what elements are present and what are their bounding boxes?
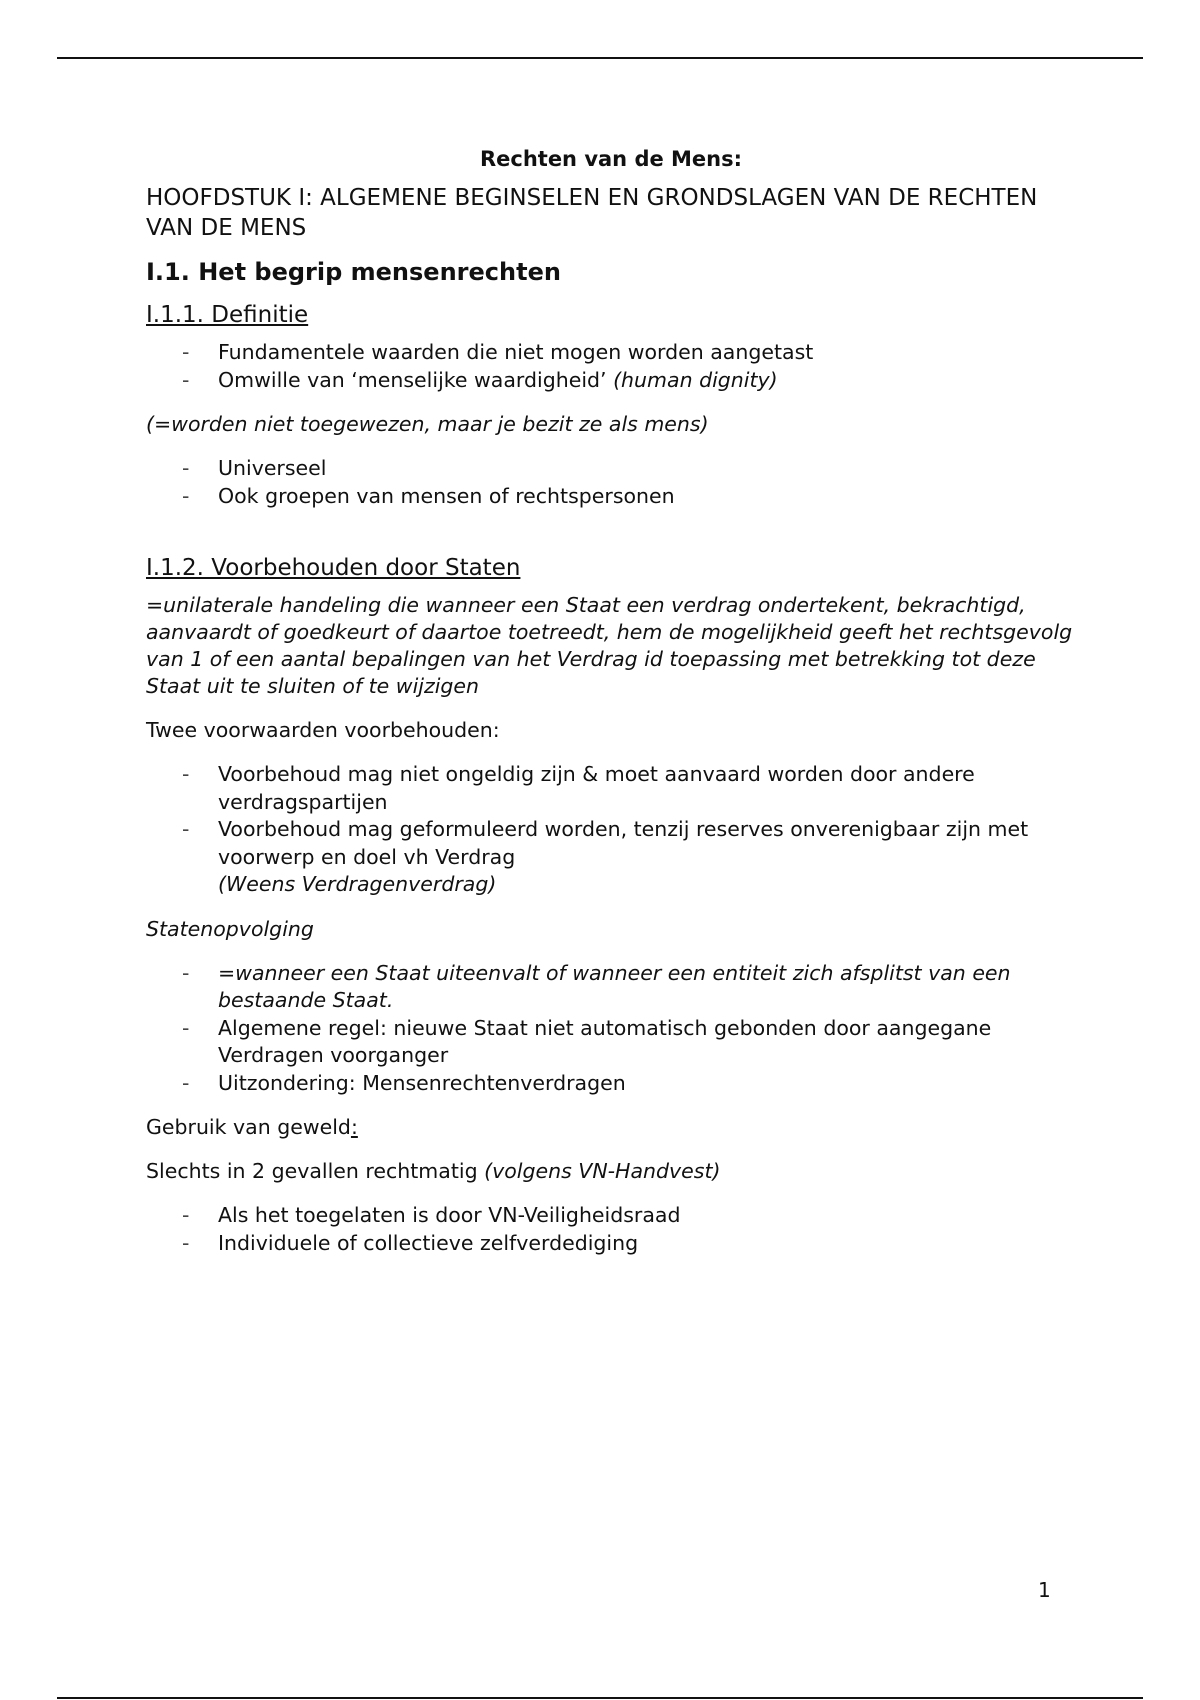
list-item: - Voorbehoud mag geformuleerd worden, tenzij reserves onverenigbaar zijn met voorwerp en doel vh Verdrag (Weens Verdragenverdrag) — [182, 817, 1029, 896]
list-item: - Fundamentele waarden die niet mogen worden aangetast — [218, 339, 1076, 367]
list-item: - Individuele of collectieve zelfverdediging — [218, 1230, 1076, 1258]
dash-bullet: - — [182, 817, 190, 841]
page-number: 1 — [1038, 1578, 1051, 1602]
succession-list — [146, 960, 1076, 1098]
force-label: Gebruik van geweld: — [146, 1115, 358, 1139]
subsection-heading-definitie: I.1.1. Definitie — [146, 302, 309, 328]
dash-bullet: - — [182, 1203, 190, 1227]
section-heading: I.1. Het begrip mensenrechten — [146, 258, 561, 286]
list-item: - =wanneer een Staat uiteenvalt of wanneer een entiteit zich afsplitst van een bestaande Staat. — [182, 960, 1011, 1012]
document-title: Rechten van de Mens: — [479, 147, 743, 171]
list-item: - Als het toegelaten is door VN-Veiligheidsraad — [218, 1202, 1076, 1230]
reservation-definition: =unilaterale handeling die wanneer een Staat een verdrag ondertekent, bekrachtigd, aanvaardt of goedkeurt of daartoe toetreedt, hem de mogelijkheid geeft het rechtsgevolg van 1 of een aantal bepalingen van het Verdrag id toepassing met betrekking tot deze Staat uit te sluiten of te wijzigen — [146, 593, 1073, 698]
dash-bullet: - — [182, 367, 190, 392]
dash-bullet: - — [182, 960, 190, 985]
dash-bullet: - — [182, 340, 190, 364]
definition-list — [146, 339, 1076, 394]
force-cases-list — [146, 1202, 1076, 1257]
force-intro: Slechts in 2 gevallen rechtmatig (volgens VN-Handvest) — [146, 1159, 721, 1183]
list-item: - Universeel — [218, 455, 1076, 483]
page-content — [146, 145, 1076, 1274]
list-item: - Algemene regel: nieuwe Staat niet automatisch gebonden door aangegane Verdragen voorganger — [182, 1015, 992, 1067]
dash-bullet: - — [182, 762, 190, 786]
list-item: - Omwille van ‘menselijke waardigheid’ (human dignity) — [218, 367, 1076, 395]
footer-rule — [57, 1697, 1143, 1699]
scope-list — [146, 455, 1076, 510]
list-item: - Voorbehoud mag niet ongeldig zijn & moet aanvaard worden door andere verdragspartijen — [182, 762, 975, 814]
header-rule — [57, 57, 1143, 59]
conditions-label: Twee voorwaarden voorbehouden: — [146, 718, 500, 742]
subsection-heading-voorbehouden: I.1.2. Voorbehouden door Staten — [146, 555, 521, 581]
list-item: - Uitzondering: Mensenrechtenverdragen — [218, 1070, 1076, 1098]
list-item: - Ook groepen van mensen of rechtspersonen — [218, 483, 1076, 511]
chapter-heading: HOOFDSTUK I: ALGEMENE BEGINSELEN EN GRONDSLAGEN VAN DE RECHTEN VAN DE MENS — [146, 185, 1038, 241]
dash-bullet: - — [182, 483, 190, 508]
succession-label: Statenopvolging — [146, 916, 314, 941]
dash-bullet: - — [182, 456, 190, 480]
definition-note: (=worden niet toegewezen, maar je bezit ze als mens) — [146, 412, 709, 436]
dash-bullet: - — [182, 1070, 190, 1095]
dash-bullet: - — [182, 1230, 190, 1255]
conditions-list — [146, 761, 1076, 899]
dash-bullet: - — [182, 1015, 190, 1040]
